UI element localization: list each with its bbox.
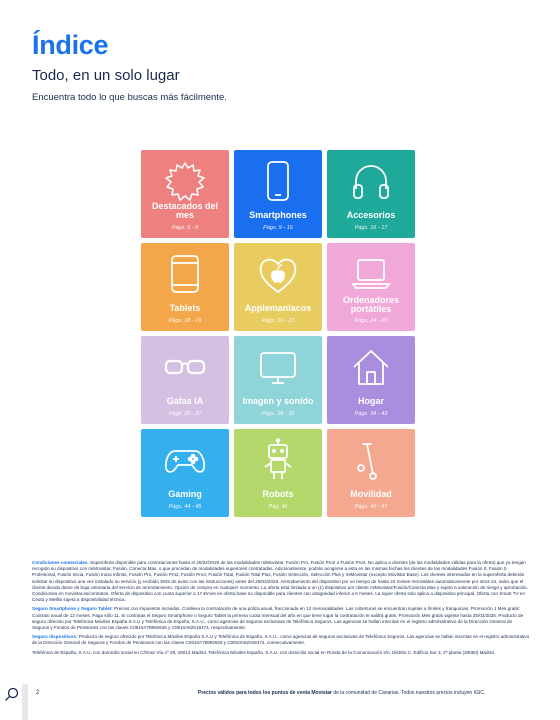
- tile-label: Tablets: [169, 303, 201, 313]
- tile-label: Hogar: [357, 396, 384, 406]
- legal-body: Producto de seguro ofrecido por Telefónica Móviles España S.A.U y Telefónica de España, S.A.U., como agencias de seguros exclusivas de Telefónica Seguros. Las agencias se hallan inscritas en el registro administrativo de la Dirección General de Seguros y Fondos de Pensiones con las claves C0810A78992625 y C0810A82018474, consecutivamente.: [32, 634, 530, 646]
- tablet-icon: [141, 252, 229, 298]
- tv-icon: [234, 345, 322, 391]
- tile-pages: Págs. 20 - 23: [261, 318, 295, 324]
- tile-pages: Págs. 16 - 17: [354, 225, 388, 231]
- apple-heart-icon: [234, 252, 322, 298]
- tile-label: Ordenadores portátiles: [342, 295, 400, 314]
- legal-body: Precios con impuestos incluidos. Conlleva la contratación de una póliza anual, fraccionada en 12 mensualidades. Las coberturas se encuentran sujetas a límites y franquicias. Promoción 1 Mes gratis: Contrato anual de 12 meses. Paga sólo 11. Si contratas el Seguro Smartphone o Seguro Tablet la primera cuota mensual del año en que tiene lugar la contratación te saldrá gratis. Promoción Mes gratis vigente hasta 25/03/2026. Producto de seguro ofrecido por Telefónica Móviles España S.A.U y Telefónica de España, S.A.U., como agencias de seguros exclusivas de Telefónica Seguros. Las agencias se hallan inscritas en el registro administrativo de la Dirección General de Seguros y Fondos de Pensiones con las claves C0810A78992625 y C0810A82018474, respectivamente.: [32, 606, 524, 631]
- search-icon[interactable]: [4, 686, 20, 702]
- tile-hogar[interactable]: [327, 336, 415, 424]
- tile-label: Movilidad: [350, 489, 392, 499]
- tile-pages: Págs. 28 - 32: [261, 411, 295, 417]
- tile-applemaniacos[interactable]: [234, 243, 322, 331]
- tile-gaming[interactable]: [141, 429, 229, 517]
- legal-body: Superoferta disponible para contrataciones hasta el 25/02/2026 de las modalidades miMovistar, Fusión Pro, Fusión Pro2 o Fusión Pro4. No aplica a clientes (de las modalidades válidas para la oferta) que ya tengan recogido su dispositivo con miMovistar, Fusión, Conecta Max, o que procedan de modalidades superiores contratadas. Adicionalmente, podrán acogerse a esta en las mismas fechas los clientes de las modalidades Fusión 0, Fusión 0 Profesional, Fusión Inicia, Fusión Inicia Infinito, Fusión Pro, Fusión Pro2, Fusión Pro4, Fusión Total, Fusión Total Plus, Fusión Selección, Selección Plus y miMovistar (excepto Movistar Base). Los clientes interesados en la superoferta deberán solicitar su dispositivo una vez instalado su servicio (y recibido SMS de aviso con las instrucciones) antes del 25/02/2026. Arrendamiento del dispositivo por un tiempo de hasta 24 meses renovables automáticamente por otros 24, salvo que el cliente decida darse de baja voluntaria del servicio de arrendamiento. Opción de compra en cualquier momento. La oferta está limitada a un (1) dispositivo por cliente miMovistar/Fusión/Conecta Max y sujeto a valoración de riesgo y aprobación. Condiciones en movistar.es/contratos. Oferta de dispositivo con cuota superior a 17 €/mes en oferta base no disponible para clientes con antigüedad inferior a 6 meses. La super oferta solo aplica a dispositivo principal. Oferta con Smart TV en Ceuta y Melilla sujeta a disponibilidad técnica.: [32, 560, 528, 603]
- tile-pages: Págs. 46 - 47: [354, 504, 388, 510]
- tile-tablets[interactable]: [141, 243, 229, 331]
- tile-robots[interactable]: [234, 429, 322, 517]
- legal-heading: Seguro Smartphone y Seguro Tablet:: [32, 606, 113, 612]
- tile-label: Destacados del mes: [151, 201, 219, 220]
- tile-label: Gaming: [168, 489, 202, 499]
- house-icon: [327, 345, 415, 391]
- tile-pages: Págs. 26 - 27: [168, 411, 202, 417]
- tile-pages: Págs. 44 - 45: [168, 504, 202, 510]
- page-subtitle: Todo, en un solo lugar: [32, 67, 180, 84]
- tile-pages: Págs. 34 - 43: [354, 411, 388, 417]
- tile-label: Smartphones: [249, 210, 307, 220]
- category-grid: [141, 150, 415, 517]
- tile-label: Robots: [262, 489, 294, 499]
- tile-imagen-sonido[interactable]: [234, 336, 322, 424]
- legal-heading: Condiciones comerciales.: [32, 560, 89, 565]
- tile-label: Imagen y sonido: [242, 396, 314, 406]
- smartphone-icon: [234, 159, 322, 205]
- intro-text: Encuentra todo lo que buscas más fácilmente.: [32, 92, 227, 103]
- tile-label: Accesorios: [346, 210, 396, 220]
- footer-note-bold: Precios válidos para todos los puntos de venta Movistar: [198, 690, 332, 696]
- legal-text: [32, 560, 530, 659]
- legal-paragraph: [32, 606, 530, 631]
- glasses-icon: [141, 345, 229, 391]
- scooter-icon: [327, 438, 415, 484]
- tile-pages: Págs. 6 - 8: [171, 225, 199, 231]
- legal-paragraph: [32, 560, 530, 603]
- headphones-icon: [327, 159, 415, 205]
- legal-paragraph: [32, 650, 530, 656]
- tile-gafas-ia[interactable]: [141, 336, 229, 424]
- tile-pages: Pág. 46: [268, 504, 288, 510]
- page-title: Índice: [32, 30, 109, 60]
- tile-label: Applemaniacos: [244, 303, 312, 313]
- legal-body: Telefónica de España, S.A.U. con domicilio social en C/Gran Vía nº 28, 28013 Madrid. Telefónica Móviles España, S.A.U. con domicilio social en Ronda de la Comunicación s/n, Distrito C, Edificio Sur 3, 2ª planta (28050) Madrid.: [32, 649, 495, 655]
- tile-movilidad[interactable]: [327, 429, 415, 517]
- laptop-icon: [327, 252, 415, 298]
- legal-paragraph: [32, 634, 530, 646]
- page-number: 2: [36, 690, 40, 696]
- badge-icon: [141, 159, 229, 205]
- robot-icon: [234, 438, 322, 484]
- tile-destacados[interactable]: [141, 150, 229, 238]
- footer-note-rest: de la comunidad de Canarias. Todos nuestros precios incluyen IGIC.: [331, 690, 486, 696]
- gamepad-icon: [141, 438, 229, 484]
- tile-accesorios[interactable]: [327, 150, 415, 238]
- tile-pages: Págs. 9 - 15: [263, 225, 293, 231]
- tile-ordenadores[interactable]: [327, 243, 415, 331]
- page-tab-bar: [22, 684, 28, 720]
- footer-note: [198, 690, 485, 696]
- tile-label: Gafas IA: [166, 396, 204, 406]
- tile-pages: Págs. 24 - 25: [354, 318, 388, 324]
- tile-pages: Págs. 18 - 19: [168, 318, 202, 324]
- legal-heading: Seguro dispositivos:: [32, 634, 78, 640]
- tile-smartphones[interactable]: [234, 150, 322, 238]
